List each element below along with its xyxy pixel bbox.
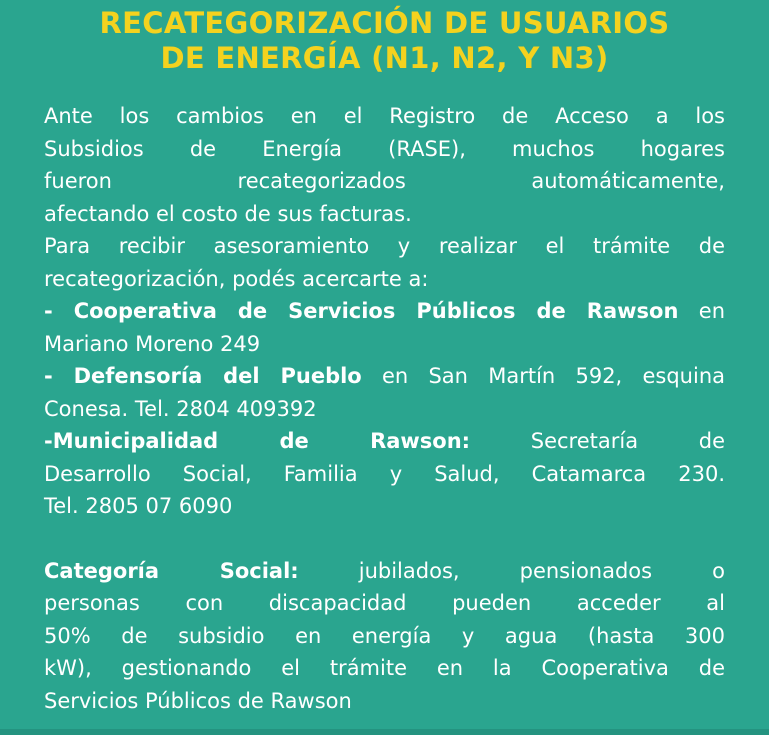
defensoria-address: en San Martín 592, esquina bbox=[361, 364, 725, 388]
intro-line-1: Ante los cambios en el Registro de Acceso a los bbox=[44, 104, 725, 128]
social-line-1 bbox=[44, 555, 725, 588]
municipalidad-line-2: Desarrollo Social, Familia y Salud, Catamarca 230. bbox=[44, 461, 725, 486]
intro-line-3: fueron recategorizados automáticamente, bbox=[44, 169, 725, 193]
section-spacer bbox=[44, 523, 725, 555]
social-line-2: personas con discapacidad pueden acceder al bbox=[44, 591, 725, 615]
defensoria-line-1 bbox=[44, 360, 725, 393]
poster-title bbox=[44, 6, 725, 76]
poster-body bbox=[44, 100, 725, 717]
social-line-5: Servicios Públicos de Rawson bbox=[44, 688, 352, 713]
defensoria-line-2: Conesa. Tel. 2804 409392 bbox=[44, 396, 317, 421]
bottom-edge bbox=[0, 729, 769, 735]
cooperativa-address: Mariano Moreno 249 bbox=[44, 331, 261, 356]
social-line-4: kW), gestionando el trámite en la Cooperativa de bbox=[44, 656, 725, 680]
intro-line-6: recategorización, podés acercarte a: bbox=[44, 266, 429, 291]
intro-line-5: Para recibir asesoramiento y realizar el trámite de bbox=[44, 234, 725, 258]
municipalidad-office: Secretaría de bbox=[470, 429, 725, 453]
municipalidad-name: -Municipalidad de Rawson: bbox=[44, 429, 471, 453]
social-line-1-text: jubilados, pensionados o bbox=[298, 558, 725, 583]
social-line-3: 50% de subsidio en energía y agua (hasta 300 bbox=[44, 623, 725, 648]
social-label: Categoría Social: bbox=[44, 558, 299, 583]
cooperativa-connector: en bbox=[678, 299, 726, 323]
municipalidad-line-3: Tel. 2805 07 6090 bbox=[44, 494, 233, 518]
title-line-1: RECATEGORIZACIÓN DE USUARIOS bbox=[99, 6, 670, 40]
cooperativa-name: - Cooperativa de Servicios Públicos de Rawson bbox=[44, 299, 679, 323]
intro-line-2: Subsidios de Energía (RASE), muchos hogares bbox=[44, 136, 725, 161]
defensoria-name: - Defensoría del Pueblo bbox=[44, 364, 362, 388]
title-line-2: DE ENERGÍA (N1, N2, Y N3) bbox=[160, 41, 609, 75]
municipalidad-line-1 bbox=[44, 425, 725, 458]
intro-line-4: afectando el costo de sus facturas. bbox=[44, 201, 412, 226]
cooperativa-line-1 bbox=[44, 295, 725, 328]
